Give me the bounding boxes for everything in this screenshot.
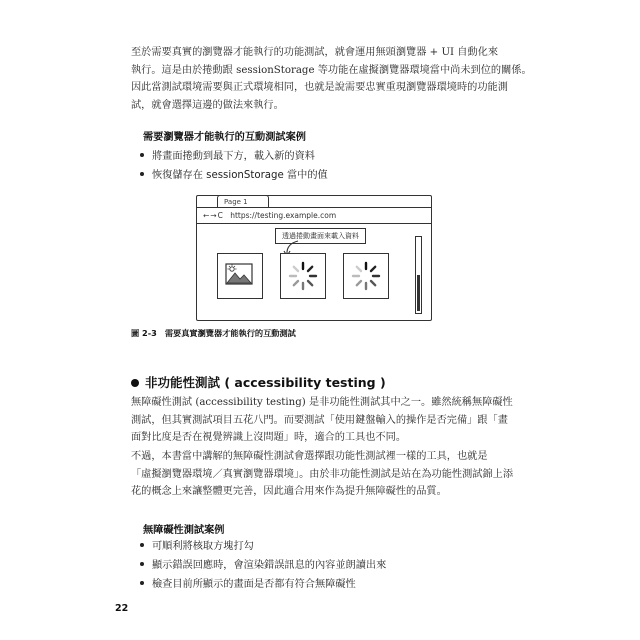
- address-divider: [197, 223, 431, 224]
- list-item: 將畫面捲動到最下方，載入新的資料: [140, 147, 328, 166]
- scrollbar-thumb: [417, 275, 420, 311]
- list-item: 檢查目前所顯示的畫面是否都有符合無障礙性: [140, 575, 386, 594]
- interaction-test-cases-heading: 需要瀏覽器才能執行的互動測試案例: [143, 132, 306, 143]
- accessibility-paragraph-2: 不過，本書當中講解的無障礙性測試會選擇跟功能性測試裡一樣的工具，也就是 「虛擬瀏覽器環境／真實瀏覽器環境」。由於非功能性測試是站在為功能性測試錦上添 花的概念上來讓整體更完善，因此適合用來作為提升無障礙性的品質。: [131, 451, 514, 498]
- list-item: 顯示錯誤回應時，會渲染錯誤訊息的內容並朗讀出來: [140, 556, 386, 575]
- spinner-icon: [281, 254, 325, 298]
- content-card-loading-2: [343, 253, 389, 299]
- list-item: 可順利將核取方塊打勾: [140, 537, 386, 556]
- figure-caption-text: 需要真實瀏覽器才能執行的互動測試: [164, 328, 296, 338]
- bullet-icon: [140, 562, 144, 566]
- spinner-icon: [344, 254, 388, 298]
- section-heading: 非功能性測試 ( accessibility testing ): [131, 373, 386, 391]
- address-bar: [203, 211, 336, 220]
- list-item: 恢復儲存在 sessionStorage 當中的值: [140, 166, 328, 185]
- accessibility-paragraph-1: 無障礙性測試 (accessibility testing) 是非功能性測試其中之一。雖然統稱無障礙性 測試，但其實測試項目五花八門。而要測試「使用鍵盤輸入的操作是否完備」跟「畫 面對比度是否在視覺辨識上沒問題」時，適合的工具也不同。: [131, 397, 513, 444]
- content-card-image: [217, 253, 263, 299]
- browser-window: [196, 195, 432, 321]
- url-text: https://testing.example.com: [230, 211, 337, 220]
- browser-tab: Page 1: [217, 195, 269, 207]
- scrollbar: [415, 236, 422, 314]
- bullet-icon: [140, 172, 144, 176]
- nav-buttons-icon: ←→C: [203, 211, 224, 220]
- bullet-icon: [140, 153, 144, 157]
- image-icon: [218, 254, 262, 298]
- accessibility-test-cases-heading: 無障礙性測試案例: [143, 525, 225, 536]
- bullet-icon: [140, 543, 144, 547]
- browser-figure: [196, 195, 432, 327]
- figure-number: 圖 2-3: [131, 328, 157, 338]
- page-number: 22: [115, 603, 129, 614]
- intro-paragraph: 至於需要真實的瀏覽器才能執行的功能測試，就會運用無頭瀏覽器 + UI 自動化來 執行。這是由於捲動跟 sessionStorage 等功能在虛擬瀏覽器環境當中尚未到位的關係。 因此當測試環境需要與正式環境相同，也就是說需要忠實重現瀏覽器環境時的功能測 試，就會選擇這邊的做法來執行。: [131, 47, 532, 111]
- content-card-loading-1: [280, 253, 326, 299]
- bullet-icon: [140, 581, 144, 585]
- interaction-test-cases-list: [140, 147, 328, 185]
- scroll-callout: 透過捲動畫面來載入資料: [275, 228, 366, 244]
- accessibility-test-cases-list: [140, 537, 386, 594]
- heading-bullet-icon: [131, 379, 139, 387]
- figure-caption: [131, 328, 296, 339]
